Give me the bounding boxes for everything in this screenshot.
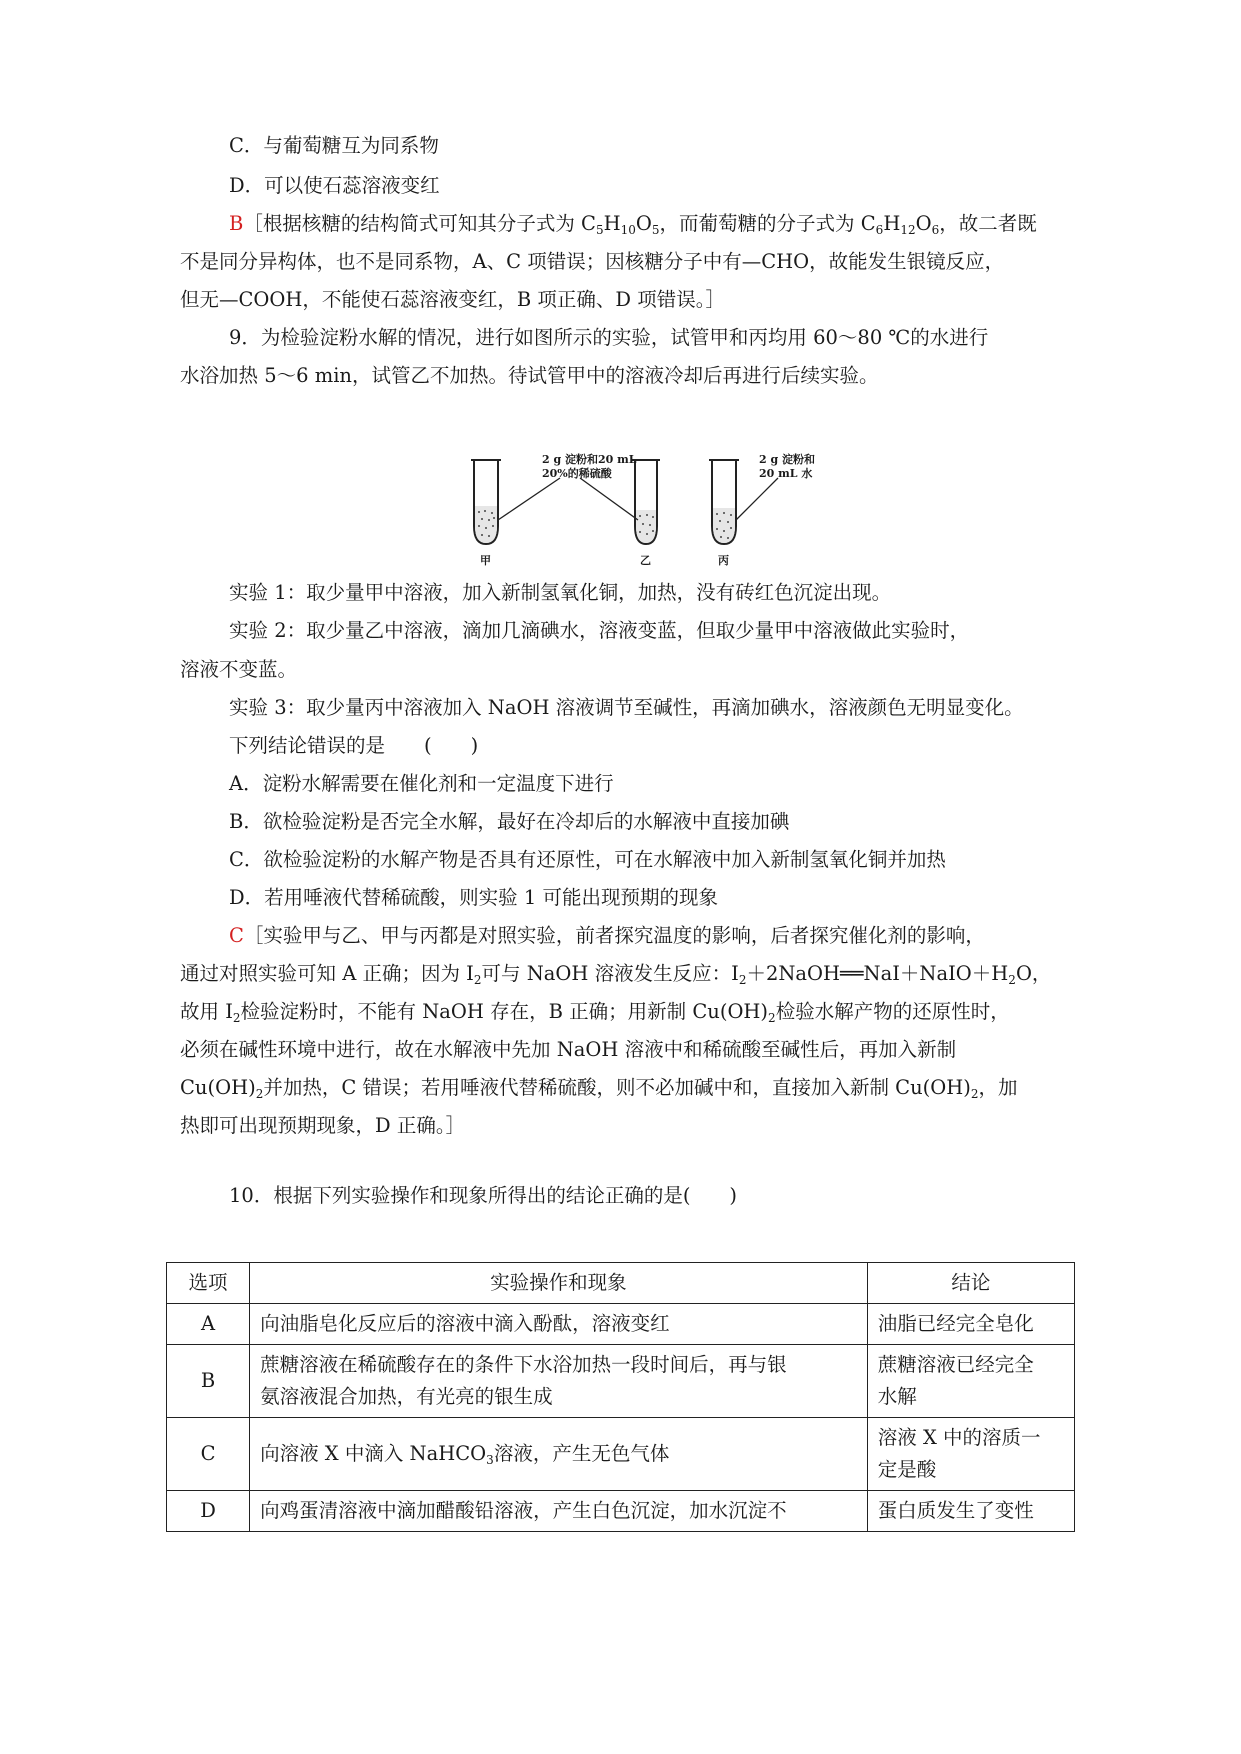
q8-option-d: D．可以使石蕊溶液变红 — [229, 174, 440, 197]
q9-explanation-line-1: C［实验甲与乙、甲与丙都是对照实验，前者探究温度的影响，后者探究催化剂的影响， — [229, 924, 985, 947]
q9-experiment-1: 实验 1：取少量甲中溶液，加入新制氢氧化铜，加热，没有砖红色沉淀出现。 — [229, 581, 892, 604]
q9-experiment-2-line-2: 溶液不变蓝。 — [180, 658, 298, 681]
figure-tube-bing-label: 丙 — [718, 554, 729, 567]
row-b-conclusion: 蔗糖溶液已经完全 水解 — [867, 1345, 1074, 1418]
table-header-option: 选项 — [167, 1263, 250, 1304]
table-row — [167, 1304, 1075, 1345]
q9-explanation-line-5: $Cu(OH)_2$并加热，C 错误；若用唾液代替稀硫酸，则不必加碱中和，直接加入新制 $Cu(OH)_2$，加 — [180, 1076, 1018, 1101]
test-tube-yi — [632, 460, 660, 544]
leader-line-yi — [580, 478, 638, 520]
table-row — [167, 1491, 1075, 1532]
q8-option-c: C．与葡萄糖互为同系物 — [229, 134, 439, 157]
row-b-option: B — [167, 1345, 250, 1418]
table-header-conclusion: 结论 — [867, 1263, 1074, 1304]
q9-option-a: A．淀粉水解需要在催化剂和一定温度下进行 — [229, 772, 614, 795]
q9-explanation-line-6: 热即可出现预期现象，D 正确。］ — [180, 1114, 466, 1137]
row-a-conclusion: 油脂已经完全皂化 — [867, 1304, 1074, 1345]
test-tube-jia — [471, 460, 501, 544]
q9-stem-line-2: 水浴加热 5～6 min，试管乙不加热。待试管甲中的溶液冷却后再进行后续实验。 — [180, 364, 879, 387]
row-c-operation: 向溶液 X 中滴入 NaHCO$_3$溶液，产生无色气体 — [250, 1418, 868, 1491]
q9-question: 下列结论错误的是 ( ) — [229, 734, 479, 757]
table-row — [167, 1345, 1075, 1418]
row-d-option: D — [167, 1491, 250, 1532]
q8-answer: B — [229, 212, 244, 235]
row-d-conclusion: 蛋白质发生了变性 — [867, 1491, 1074, 1532]
row-b-operation: 蔗糖溶液在稀硫酸存在的条件下水浴加热一段时间后，再与银 氨溶液混合加热，有光亮的银生成 — [250, 1345, 868, 1418]
table-row — [167, 1418, 1075, 1491]
q9-explanation-line-3: 故用 $I_2$检验淀粉时，不能有 NaOH 存在，B 正确；用新制 $Cu(OH)_2$检验水解产物的还原性时， — [180, 1000, 1010, 1025]
row-c-option: C — [167, 1418, 250, 1491]
figure-label-right-1: 2 g 淀粉和 — [759, 453, 816, 466]
figure-tube-yi-label: 乙 — [640, 554, 651, 567]
q9-option-d: D．若用唾液代替稀硫酸，则实验 1 可能出现预期的现象 — [229, 886, 718, 909]
q9-experiment-3: 实验 3：取少量丙中溶液加入 NaOH 溶液调节至碱性，再滴加碘水，溶液颜色无明显变化。 — [229, 696, 1024, 719]
q9-option-c: C．欲检验淀粉的水解产物是否具有还原性，可在水解液中加入新制氢氧化铜并加热 — [229, 848, 946, 871]
figure-label-right-2: 20 mL 水 — [759, 467, 813, 480]
leader-line-jia — [498, 478, 560, 520]
q10-options-table — [166, 1262, 1075, 1532]
row-a-option: A — [167, 1304, 250, 1345]
row-a-operation: 向油脂皂化反应后的溶液中滴入酚酞，溶液变红 — [250, 1304, 868, 1345]
figure-tube-jia-label: 甲 — [480, 554, 491, 567]
q9-explanation-line-2: 通过对照实验可知 A 正确；因为 $I_2$可与 NaOH 溶液发生反应：$I_2+2NaOH══NaI+NaIO+H_2O$， — [180, 962, 1052, 987]
q10-stem: 10．根据下列实验操作和现象所得出的结论正确的是( ) — [229, 1184, 738, 1207]
row-d-operation: 向鸡蛋清溶液中滴加醋酸铅溶液，产生白色沉淀，加水沉淀不 — [250, 1491, 868, 1532]
table-header-operation: 实验操作和现象 — [250, 1263, 868, 1304]
row-c-conclusion: 溶液 X 中的溶质一 定是酸 — [867, 1418, 1074, 1491]
test-tube-bing — [709, 460, 739, 544]
figure-label-left-1: 2 g 淀粉和20 mL — [542, 453, 637, 466]
q8-explanation-line-2: 不是同分异构体，也不是同系物，A、C 项错误；因核糖分子中有—CHO，故能发生银镜反应， — [180, 250, 1005, 273]
test-tube-figure — [440, 448, 820, 570]
q9-option-b: B．欲检验淀粉是否完全水解，最好在冷却后的水解液中直接加碘 — [229, 810, 790, 833]
q8-explanation-line-3: 但无—COOH，不能使石蕊溶液变红，B 项正确、D 项错误。］ — [180, 288, 726, 311]
q9-answer: C — [229, 924, 244, 947]
table-header-row — [167, 1263, 1075, 1304]
q9-stem-line-1: 9．为检验淀粉水解的情况，进行如图所示的实验，试管甲和丙均用 60～80 ℃的水进行 — [229, 326, 989, 349]
figure-label-left-2: 20%的稀硫酸 — [542, 467, 612, 480]
q8-explanation-line-1: B［根据核糖的结构简式可知其分子式为 $C_5H_{10}O_5$，而葡萄糖的分子式为 $C_6H_{12}O_6$，故二者既 — [229, 212, 1037, 237]
q9-explanation-line-4: 必须在碱性环境中进行，故在水解液中先加 NaOH 溶液中和稀硫酸至碱性后，再加入新制 — [180, 1038, 957, 1061]
q9-experiment-2-line-1: 实验 2：取少量乙中溶液，滴加几滴碘水，溶液变蓝，但取少量甲中溶液做此实验时， — [229, 619, 970, 642]
leader-line-bing — [736, 478, 778, 520]
